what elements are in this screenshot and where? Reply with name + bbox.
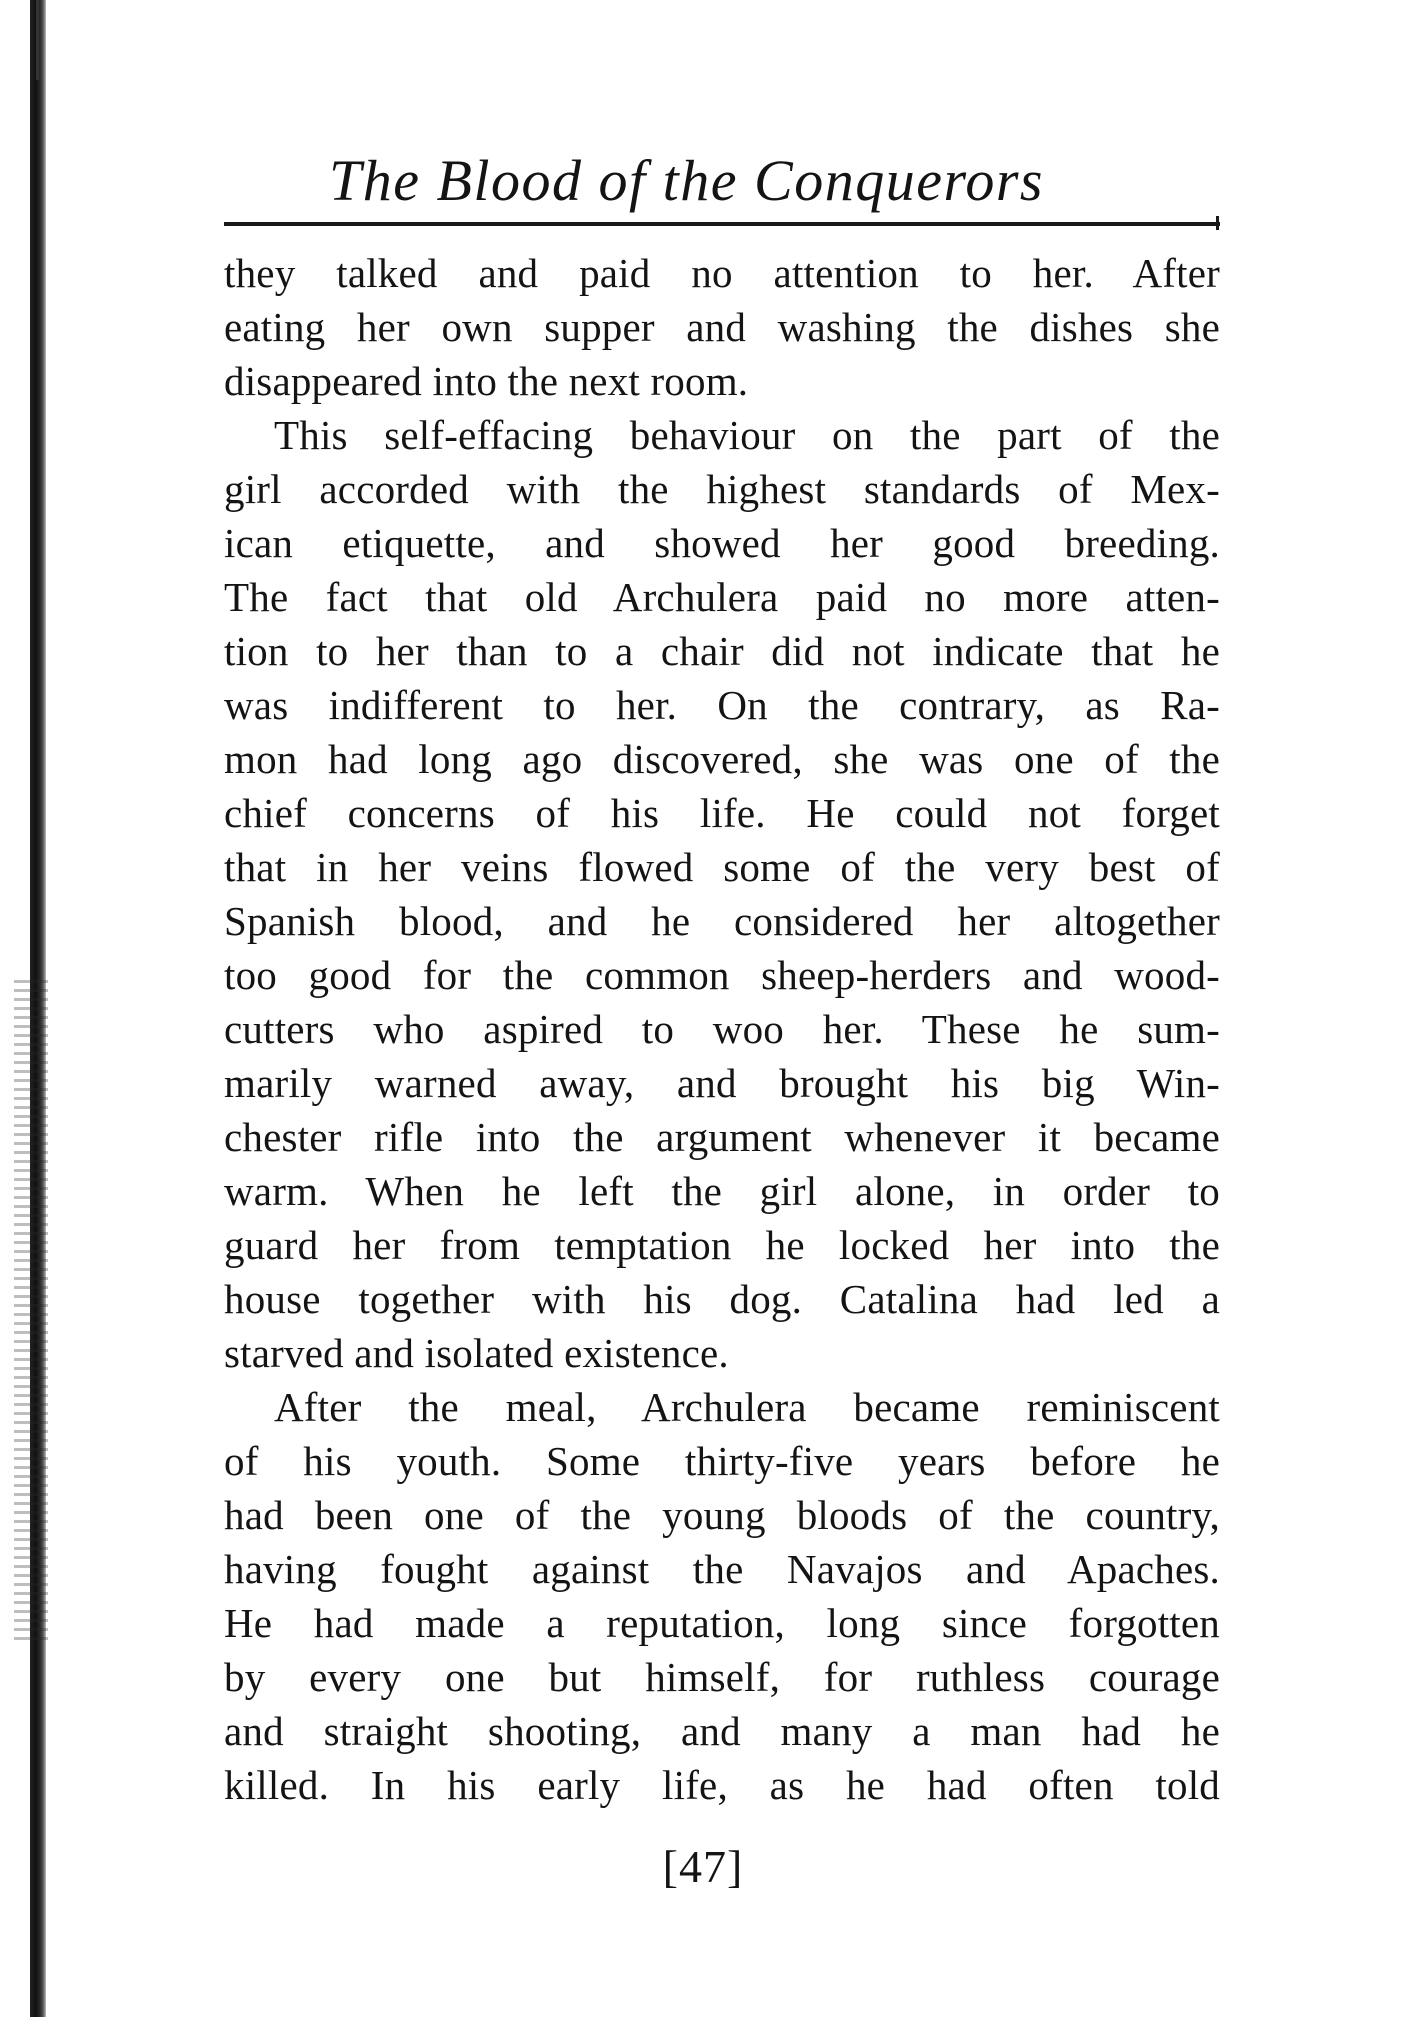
text-line: chief concerns of his life. He could not forget [224, 790, 1220, 836]
running-head-rule-end [1216, 216, 1219, 230]
text-line: This self-effacing behaviour on the part of the [274, 412, 1220, 458]
text-line: by every one but himself, for ruthless courage [224, 1654, 1220, 1700]
text-line: of his youth. Some thirty-five years before he [224, 1438, 1220, 1484]
text-line: too good for the common sheep-herders and wood- [224, 952, 1220, 998]
text-line: marily warned away, and brought his big Win- [224, 1060, 1220, 1106]
text-line: and straight shooting, and many a man had he [224, 1708, 1220, 1754]
text-line: warm. When he left the girl alone, in order to [224, 1168, 1220, 1214]
running-head [224, 146, 1224, 226]
text-line: they talked and paid no attention to her. After [224, 250, 1220, 296]
binding-shadow [14, 980, 48, 1640]
binding-edge-mark [36, 0, 39, 80]
text-line: He had made a reputation, long since forgotten [224, 1600, 1220, 1646]
text-line: Spanish blood, and he considered her altogether [224, 898, 1220, 944]
text-line: cutters who aspired to woo her. These he sum- [224, 1006, 1220, 1052]
text-line: chester rifle into the argument whenever it became [224, 1114, 1220, 1160]
text-line: house together with his dog. Catalina had led a [224, 1276, 1220, 1322]
text-line: had been one of the young bloods of the country, [224, 1492, 1220, 1538]
text-line: ican etiquette, and showed her good breeding. [224, 520, 1220, 566]
text-line: killed. In his early life, as he had often told [224, 1762, 1220, 1808]
page-body-text [224, 246, 1220, 1812]
text-line: tion to her than to a chair did not indicate that he [224, 628, 1220, 674]
text-line: After the meal, Archulera became reminiscent [274, 1384, 1220, 1430]
text-line: disappeared into the next room. [224, 358, 749, 404]
running-head-title: The Blood of the Conquerors [329, 148, 1045, 213]
text-line: The fact that old Archulera paid no more atten- [224, 574, 1220, 620]
running-head-rule [224, 222, 1220, 226]
text-line: having fought against the Navajos and Apaches. [224, 1546, 1220, 1592]
text-line: girl accorded with the highest standards of Mex- [224, 466, 1220, 512]
text-line: starved and isolated existence. [224, 1330, 729, 1376]
page-number: [47] [662, 1841, 744, 1892]
text-line: guard her from temptation he locked her into the [224, 1222, 1220, 1268]
text-line: was indifferent to her. On the contrary, as Ra- [224, 682, 1220, 728]
text-line: eating her own supper and washing the dishes she [224, 304, 1220, 350]
text-line: mon had long ago discovered, she was one of the [224, 736, 1220, 782]
text-line: that in her veins flowed some of the very best of [224, 844, 1220, 890]
